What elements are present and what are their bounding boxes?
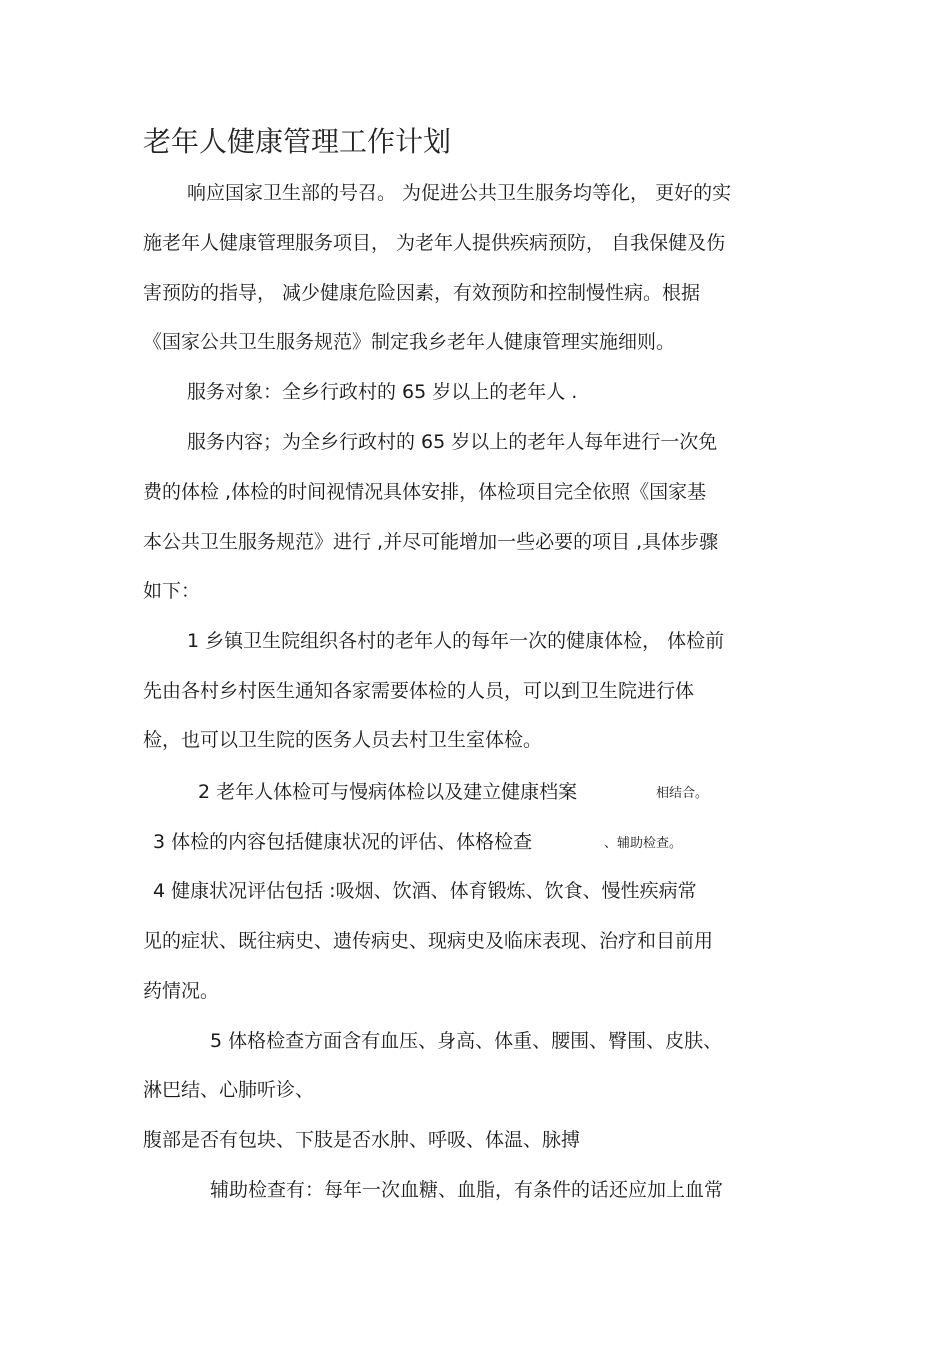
paragraph-line: 施老年人健康管理服务项目， 为老年人提供疾病预防， 自我保健及伤 [143, 232, 726, 254]
paragraph-line: 药情况。 [143, 980, 220, 1002]
paragraph-line-small: 相结合。 [656, 786, 709, 801]
paragraph-line: 检，也可以卫生院的医务人员去村卫生室体检。 [143, 729, 543, 751]
paragraph-line: 淋巴结、心肺听诊、 [143, 1079, 315, 1101]
paragraph-line: 本公共卫生服务规范》进行 ,并尽可能增加一些必要的项目 ,具体步骤 [143, 531, 719, 553]
paragraph-line: 《国家公共卫生服务规范》制定我乡老年人健康管理实施细则。 [143, 331, 676, 353]
paragraph-line: 如下： [143, 580, 201, 602]
paragraph-line: 3 体检的内容包括健康状况的评估、体格检查 [153, 831, 533, 853]
paragraph-line: 服务对象：全乡行政村的 65 岁以上的老年人 . [187, 381, 578, 403]
paragraph-line: 1 乡镇卫生院组织各村的老年人的每年一次的健康体检， 体检前 [187, 630, 725, 652]
paragraph-line: 先由各村乡村医生通知各家需要体检的人员，可以到卫生院进行体 [143, 680, 695, 702]
paragraph-line: 腹部是否有包块、下肢是否水肿、呼吸、体温、脉搏 [143, 1129, 581, 1151]
paragraph-line: 服务内容；为全乡行政村的 65 岁以上的老年人每年进行一次免 [187, 431, 718, 453]
paragraph-line: 2 老年人体检可与慢病体检以及建立健康档案 [198, 781, 578, 803]
paragraph-line: 费的体检 ,体检的时间视情况具体安排，体检项目完全依照《国家基 [143, 481, 707, 503]
paragraph-line: 响应国家卫生部的号召。 为促进公共卫生服务均等化， 更好的实 [187, 182, 732, 204]
paragraph-line: 见的症状、既往病史、遗传病史、现病史及临床表现、治疗和目前用 [143, 930, 714, 952]
paragraph-line: 辅助检查有：每年一次血糖、血脂，有条件的话还应加上血常 [210, 1179, 724, 1201]
paragraph-line: 害预防的指导， 减少健康危险因素，有效预防和控制慢性病。根据 [143, 282, 701, 304]
document-title: 老年人健康管理工作计划 [143, 125, 452, 158]
paragraph-line: 5 体格检查方面含有血压、身高、体重、腰围、臀围、皮肤、 [210, 1030, 723, 1052]
paragraph-line: 4 健康状况评估包括 :吸烟、饮酒、体育锻炼、饮食、慢性疾病常 [153, 880, 697, 902]
paragraph-line-small: 、辅助检查。 [604, 836, 683, 851]
